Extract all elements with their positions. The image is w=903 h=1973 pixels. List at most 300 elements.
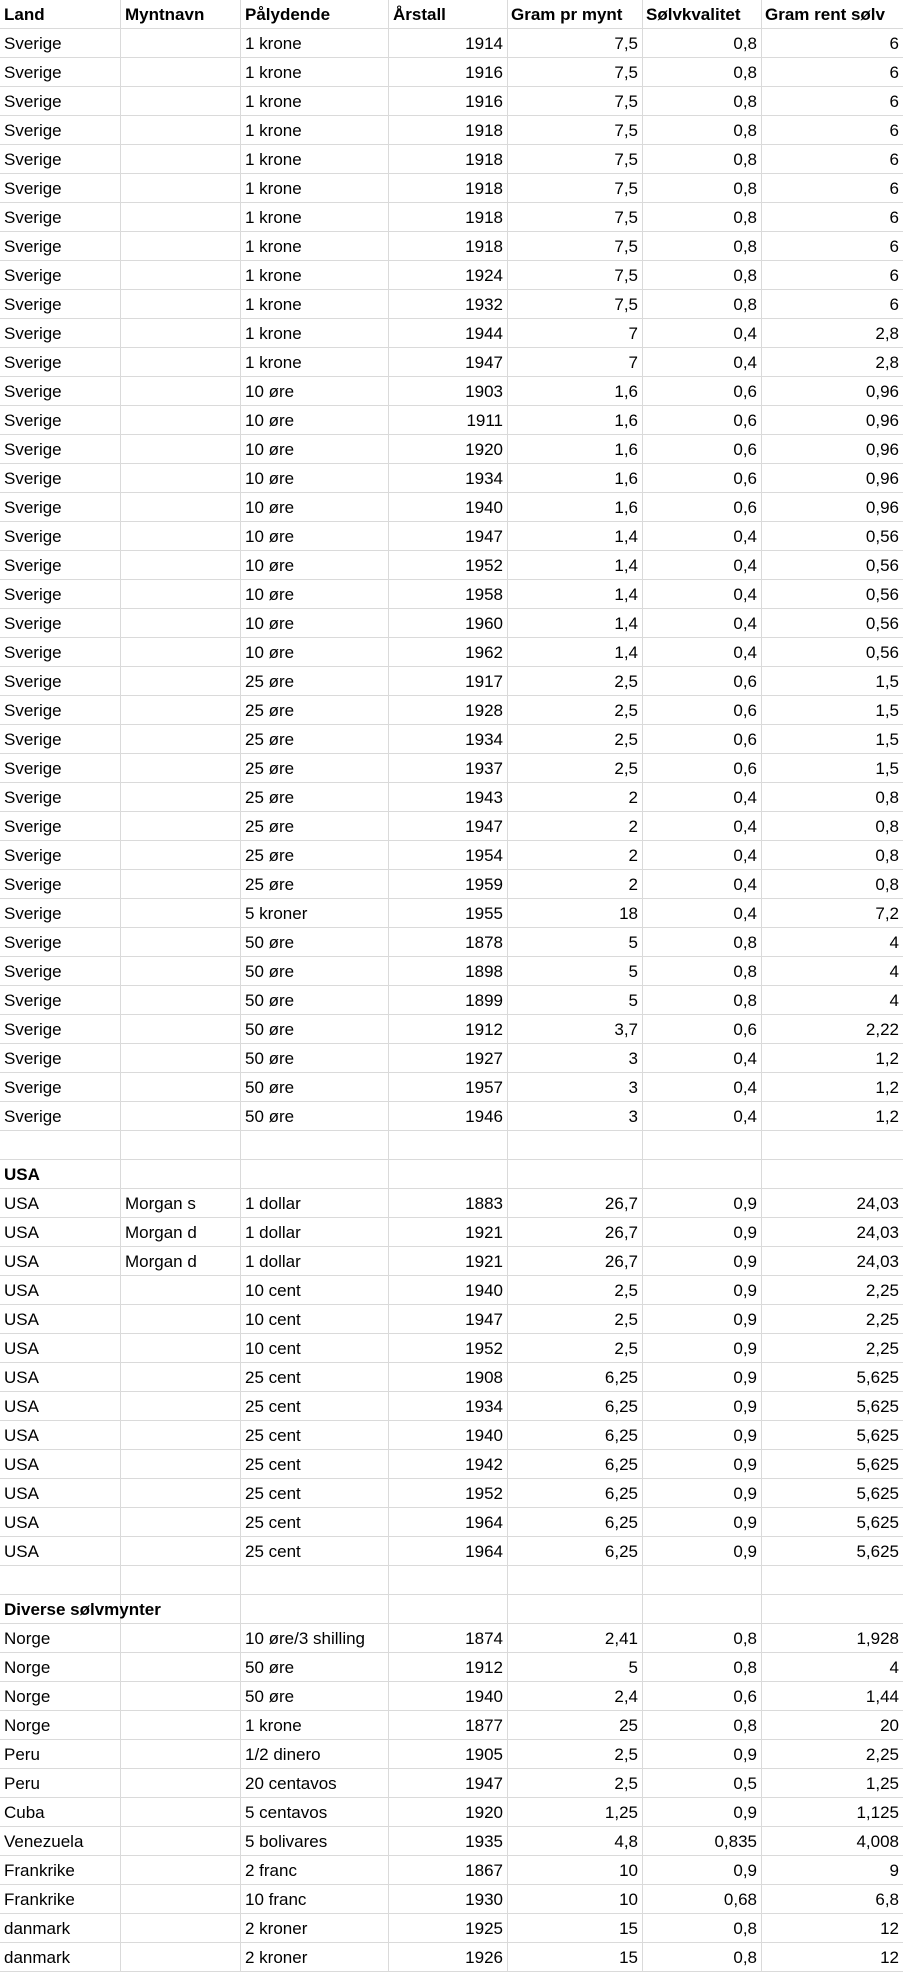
table-cell[interactable]: 0,4: [643, 1073, 762, 1101]
table-cell[interactable]: 0,6: [643, 1015, 762, 1043]
table-cell[interactable]: Sverige: [0, 870, 121, 898]
table-cell[interactable]: 0,8: [643, 957, 762, 985]
table-cell[interactable]: Norge: [0, 1653, 121, 1681]
table-cell[interactable]: 7,5: [508, 58, 643, 86]
table-cell[interactable]: 1 krone: [241, 29, 389, 57]
table-cell[interactable]: 25: [508, 1711, 643, 1739]
table-cell[interactable]: 1921: [389, 1247, 508, 1275]
table-cell[interactable]: 7,5: [508, 261, 643, 289]
table-cell[interactable]: 3,7: [508, 1015, 643, 1043]
table-cell[interactable]: 0,8: [875, 846, 899, 865]
table-cell[interactable]: 0,56: [865, 527, 899, 546]
table-cell[interactable]: 1,6: [508, 435, 643, 463]
table-cell[interactable]: 0,9: [643, 1740, 762, 1768]
table-cell[interactable]: [241, 1160, 389, 1188]
table-cell[interactable]: 10 øre: [241, 522, 389, 550]
table-cell[interactable]: 0,4: [643, 580, 762, 608]
table-cell[interactable]: 10 øre: [241, 609, 389, 637]
table-cell[interactable]: [121, 1798, 241, 1826]
table-cell[interactable]: Diverse sølvmynter: [0, 1595, 121, 1623]
table-cell[interactable]: 1,2: [875, 1107, 899, 1126]
table-cell[interactable]: 0,68: [643, 1885, 762, 1913]
table-cell[interactable]: 5 kroner: [241, 899, 389, 927]
table-cell[interactable]: 0,4: [643, 609, 762, 637]
table-cell[interactable]: 1 krone: [241, 87, 389, 115]
table-cell[interactable]: [389, 1595, 508, 1623]
table-cell[interactable]: 6,25: [508, 1508, 643, 1536]
table-cell[interactable]: 15: [508, 1943, 643, 1971]
table-cell[interactable]: 1 krone: [241, 174, 389, 202]
table-cell[interactable]: 0,6: [643, 696, 762, 724]
table-cell[interactable]: 6,25: [508, 1450, 643, 1478]
table-cell[interactable]: 0,8: [875, 788, 899, 807]
table-cell[interactable]: [121, 29, 241, 57]
table-cell[interactable]: [121, 609, 241, 637]
table-cell[interactable]: 25 cent: [241, 1508, 389, 1536]
table-cell[interactable]: 1952: [389, 551, 508, 579]
table-cell[interactable]: [121, 783, 241, 811]
table-cell[interactable]: [121, 1450, 241, 1478]
table-cell[interactable]: 50 øre: [241, 957, 389, 985]
table-cell[interactable]: Sverige: [0, 812, 121, 840]
table-cell[interactable]: Sverige: [0, 87, 121, 115]
table-cell[interactable]: 10 øre: [241, 406, 389, 434]
table-cell[interactable]: 6: [889, 295, 899, 314]
table-cell[interactable]: 25 øre: [241, 841, 389, 869]
table-cell[interactable]: USA: [0, 1363, 121, 1391]
table-cell[interactable]: 18: [508, 899, 643, 927]
table-cell[interactable]: 25 øre: [241, 696, 389, 724]
table-cell[interactable]: [121, 1653, 241, 1681]
table-cell[interactable]: 2,5: [508, 1769, 643, 1797]
table-cell[interactable]: 0,9: [643, 1276, 762, 1304]
table-cell[interactable]: [508, 1566, 643, 1594]
table-cell[interactable]: Sverige: [0, 1073, 121, 1101]
table-cell[interactable]: 0,9: [643, 1363, 762, 1391]
table-cell[interactable]: [121, 1943, 241, 1971]
table-cell[interactable]: 1 dollar: [241, 1218, 389, 1246]
table-cell[interactable]: Norge: [0, 1682, 121, 1710]
table-cell[interactable]: 4,8: [508, 1827, 643, 1855]
table-cell[interactable]: 1947: [389, 348, 508, 376]
table-cell[interactable]: 5: [508, 928, 643, 956]
table-cell[interactable]: 1964: [389, 1508, 508, 1536]
table-cell[interactable]: 6,8: [875, 1890, 899, 1909]
table-cell[interactable]: 0,4: [643, 348, 762, 376]
table-cell[interactable]: [121, 580, 241, 608]
table-cell[interactable]: [241, 1595, 389, 1623]
table-cell[interactable]: Peru: [0, 1769, 121, 1797]
table-cell[interactable]: 0,9: [643, 1305, 762, 1333]
table-cell[interactable]: Norge: [0, 1711, 121, 1739]
table-cell[interactable]: Sverige: [0, 464, 121, 492]
table-cell[interactable]: 25 cent: [241, 1363, 389, 1391]
table-cell[interactable]: 0,8: [643, 1943, 762, 1971]
table-cell[interactable]: 2,5: [508, 1334, 643, 1362]
table-cell[interactable]: 1 krone: [241, 58, 389, 86]
table-cell[interactable]: 1,6: [508, 464, 643, 492]
table-cell[interactable]: 1954: [389, 841, 508, 869]
table-cell[interactable]: 6: [889, 121, 899, 140]
table-cell[interactable]: Sverige: [0, 261, 121, 289]
table-cell[interactable]: 0,8: [643, 29, 762, 57]
table-cell[interactable]: 1947: [389, 1305, 508, 1333]
table-cell[interactable]: 1932: [389, 290, 508, 318]
table-cell[interactable]: 1918: [389, 116, 508, 144]
table-cell[interactable]: 2,25: [865, 1310, 899, 1329]
table-cell[interactable]: 1,5: [875, 701, 899, 720]
table-cell[interactable]: Sverige: [0, 174, 121, 202]
table-cell[interactable]: 50 øre: [241, 1682, 389, 1710]
table-cell[interactable]: USA: [0, 1450, 121, 1478]
table-cell[interactable]: 7: [508, 319, 643, 347]
table-cell[interactable]: 0,4: [643, 870, 762, 898]
table-cell[interactable]: 1908: [389, 1363, 508, 1391]
header-gram-pr-mynt[interactable]: Gram pr mynt: [508, 0, 643, 28]
table-cell[interactable]: 1934: [389, 725, 508, 753]
table-cell[interactable]: 25 cent: [241, 1421, 389, 1449]
table-cell[interactable]: 24,03: [856, 1223, 899, 1242]
table-cell[interactable]: 1918: [389, 174, 508, 202]
table-cell[interactable]: 5: [508, 1653, 643, 1681]
table-cell[interactable]: 1940: [389, 1421, 508, 1449]
table-cell[interactable]: 2,5: [508, 1276, 643, 1304]
table-cell[interactable]: 4: [889, 962, 899, 981]
table-cell[interactable]: 1 krone: [241, 348, 389, 376]
table-cell[interactable]: 1 dollar: [241, 1247, 389, 1275]
table-cell[interactable]: 1877: [389, 1711, 508, 1739]
header-palydende[interactable]: Pålydende: [241, 0, 389, 28]
table-cell[interactable]: [762, 1131, 903, 1159]
table-cell[interactable]: 1,5: [875, 730, 899, 749]
table-cell[interactable]: USA: [0, 1247, 121, 1275]
table-cell[interactable]: 2: [508, 870, 643, 898]
table-cell[interactable]: 25 øre: [241, 870, 389, 898]
table-cell[interactable]: USA: [0, 1508, 121, 1536]
table-cell[interactable]: Morgan s: [121, 1189, 241, 1217]
table-cell[interactable]: [121, 406, 241, 434]
table-cell[interactable]: 6,25: [508, 1363, 643, 1391]
table-cell[interactable]: 1,25: [508, 1798, 643, 1826]
table-cell[interactable]: [121, 1682, 241, 1710]
table-cell[interactable]: 2: [508, 783, 643, 811]
table-cell[interactable]: 2,22: [865, 1020, 899, 1039]
table-cell[interactable]: 1917: [389, 667, 508, 695]
table-cell[interactable]: 50 øre: [241, 1044, 389, 1072]
table-cell[interactable]: 50 øre: [241, 1073, 389, 1101]
table-cell[interactable]: 7,5: [508, 116, 643, 144]
table-cell[interactable]: 20: [880, 1716, 899, 1735]
header-land[interactable]: Land: [0, 0, 121, 28]
table-cell[interactable]: 3: [508, 1102, 643, 1130]
table-cell[interactable]: 1,5: [875, 672, 899, 691]
table-cell[interactable]: 1920: [389, 1798, 508, 1826]
table-cell[interactable]: 1,4: [508, 609, 643, 637]
table-cell[interactable]: 0,6: [643, 754, 762, 782]
table-cell[interactable]: 6: [889, 208, 899, 227]
table-cell[interactable]: [508, 1595, 643, 1623]
table-cell[interactable]: 0,9: [643, 1798, 762, 1826]
table-cell[interactable]: [121, 1711, 241, 1739]
table-cell[interactable]: [121, 957, 241, 985]
table-cell[interactable]: 7,5: [508, 232, 643, 260]
table-cell[interactable]: 7,5: [508, 203, 643, 231]
table-cell[interactable]: 0,96: [865, 382, 899, 401]
table-cell[interactable]: 0,9: [643, 1218, 762, 1246]
table-cell[interactable]: 1,6: [508, 493, 643, 521]
table-cell[interactable]: 1,44: [865, 1687, 899, 1706]
table-cell[interactable]: [121, 145, 241, 173]
table-cell[interactable]: 1940: [389, 1682, 508, 1710]
table-cell[interactable]: 2 kroner: [241, 1943, 389, 1971]
table-cell[interactable]: 1942: [389, 1450, 508, 1478]
table-cell[interactable]: 0,56: [865, 614, 899, 633]
table-cell[interactable]: [0, 1566, 121, 1594]
table-cell[interactable]: Sverige: [0, 1015, 121, 1043]
table-cell[interactable]: 0,4: [643, 841, 762, 869]
table-cell[interactable]: Sverige: [0, 928, 121, 956]
table-cell[interactable]: 1930: [389, 1885, 508, 1913]
table-cell[interactable]: [241, 1566, 389, 1594]
table-cell[interactable]: [643, 1595, 762, 1623]
table-cell[interactable]: Sverige: [0, 551, 121, 579]
table-cell[interactable]: Sverige: [0, 58, 121, 86]
table-cell[interactable]: 24,03: [856, 1194, 899, 1213]
table-cell[interactable]: 1940: [389, 493, 508, 521]
table-cell[interactable]: 1921: [389, 1218, 508, 1246]
table-cell[interactable]: 1935: [389, 1827, 508, 1855]
table-cell[interactable]: [121, 1856, 241, 1884]
table-cell[interactable]: 10 øre: [241, 435, 389, 463]
table-cell[interactable]: 0,8: [643, 290, 762, 318]
table-cell[interactable]: Sverige: [0, 348, 121, 376]
table-cell[interactable]: danmark: [0, 1914, 121, 1942]
table-cell[interactable]: 0,56: [865, 643, 899, 662]
table-cell[interactable]: [121, 1276, 241, 1304]
table-cell[interactable]: [121, 1537, 241, 1565]
table-cell[interactable]: Frankrike: [0, 1885, 121, 1913]
table-cell[interactable]: 10 øre: [241, 551, 389, 579]
table-cell[interactable]: 1944: [389, 319, 508, 347]
table-cell[interactable]: Sverige: [0, 319, 121, 347]
table-cell[interactable]: 0,8: [643, 58, 762, 86]
table-cell[interactable]: 1924: [389, 261, 508, 289]
header-solvkvalitet[interactable]: Sølvkvalitet: [643, 0, 762, 28]
table-cell[interactable]: 1,6: [508, 406, 643, 434]
table-cell[interactable]: 1947: [389, 522, 508, 550]
table-cell[interactable]: 2,4: [508, 1682, 643, 1710]
table-cell[interactable]: 0,6: [643, 406, 762, 434]
table-cell[interactable]: Morgan d: [121, 1218, 241, 1246]
table-cell[interactable]: 6: [889, 63, 899, 82]
table-cell[interactable]: 1874: [389, 1624, 508, 1652]
table-cell[interactable]: [121, 1044, 241, 1072]
table-cell[interactable]: 50 øre: [241, 986, 389, 1014]
table-cell[interactable]: [121, 1015, 241, 1043]
table-cell[interactable]: [121, 1595, 241, 1623]
table-cell[interactable]: 7,2: [875, 904, 899, 923]
table-cell[interactable]: 0,8: [875, 817, 899, 836]
table-cell[interactable]: [121, 232, 241, 260]
table-cell[interactable]: 25 cent: [241, 1537, 389, 1565]
table-cell[interactable]: [762, 1160, 903, 1188]
table-cell[interactable]: 4: [889, 933, 899, 952]
table-cell[interactable]: 10 cent: [241, 1334, 389, 1362]
table-cell[interactable]: 0,56: [865, 556, 899, 575]
table-cell[interactable]: 0,4: [643, 1044, 762, 1072]
table-cell[interactable]: 0,9: [643, 1856, 762, 1884]
header-gram-rent-solv[interactable]: Gram rent sølv: [765, 5, 885, 24]
table-cell[interactable]: 0,6: [643, 435, 762, 463]
table-cell[interactable]: 1964: [389, 1537, 508, 1565]
table-cell[interactable]: Morgan d: [121, 1247, 241, 1275]
table-cell[interactable]: 1,4: [508, 522, 643, 550]
table-cell[interactable]: USA: [0, 1160, 121, 1188]
table-cell[interactable]: [121, 696, 241, 724]
table-cell[interactable]: 1960: [389, 609, 508, 637]
table-cell[interactable]: 1,6: [508, 377, 643, 405]
table-cell[interactable]: 6,25: [508, 1479, 643, 1507]
table-cell[interactable]: 7: [508, 348, 643, 376]
table-cell[interactable]: Sverige: [0, 522, 121, 550]
table-cell[interactable]: 10 cent: [241, 1305, 389, 1333]
table-cell[interactable]: 0,8: [643, 203, 762, 231]
table-cell[interactable]: 10 øre: [241, 493, 389, 521]
table-cell[interactable]: 0,9: [643, 1392, 762, 1420]
table-cell[interactable]: 1943: [389, 783, 508, 811]
table-cell[interactable]: 25 øre: [241, 812, 389, 840]
table-cell[interactable]: 1898: [389, 957, 508, 985]
table-cell[interactable]: 5,625: [856, 1397, 899, 1416]
table-cell[interactable]: 2,5: [508, 667, 643, 695]
table-cell[interactable]: Frankrike: [0, 1856, 121, 1884]
table-cell[interactable]: 0,56: [865, 585, 899, 604]
table-cell[interactable]: 1937: [389, 754, 508, 782]
table-cell[interactable]: 1 krone: [241, 145, 389, 173]
table-cell[interactable]: 1883: [389, 1189, 508, 1217]
table-cell[interactable]: 1878: [389, 928, 508, 956]
table-cell[interactable]: 6: [889, 237, 899, 256]
table-cell[interactable]: [121, 290, 241, 318]
table-cell[interactable]: 25 øre: [241, 754, 389, 782]
table-cell[interactable]: 9: [889, 1861, 899, 1880]
table-cell[interactable]: 5,625: [856, 1542, 899, 1561]
table-cell[interactable]: 1899: [389, 986, 508, 1014]
table-cell[interactable]: 1/2 dinero: [241, 1740, 389, 1768]
table-cell[interactable]: [389, 1131, 508, 1159]
table-cell[interactable]: [0, 1131, 121, 1159]
table-cell[interactable]: [121, 667, 241, 695]
table-cell[interactable]: [121, 116, 241, 144]
table-cell[interactable]: USA: [0, 1334, 121, 1362]
table-cell[interactable]: 1940: [389, 1276, 508, 1304]
table-cell[interactable]: 1920: [389, 435, 508, 463]
table-cell[interactable]: 1,4: [508, 638, 643, 666]
table-cell[interactable]: [643, 1566, 762, 1594]
table-cell[interactable]: [121, 1624, 241, 1652]
table-cell[interactable]: [121, 203, 241, 231]
table-cell[interactable]: 3: [508, 1073, 643, 1101]
table-cell[interactable]: Sverige: [0, 609, 121, 637]
table-cell[interactable]: [643, 1131, 762, 1159]
table-cell[interactable]: 1867: [389, 1856, 508, 1884]
table-cell[interactable]: [121, 1885, 241, 1913]
table-cell[interactable]: 1,2: [875, 1049, 899, 1068]
table-cell[interactable]: 0,96: [865, 411, 899, 430]
table-cell[interactable]: [121, 348, 241, 376]
table-cell[interactable]: 1928: [389, 696, 508, 724]
table-cell[interactable]: 50 øre: [241, 1015, 389, 1043]
table-cell[interactable]: USA: [0, 1392, 121, 1420]
table-cell[interactable]: [508, 1131, 643, 1159]
table-cell[interactable]: 6,25: [508, 1421, 643, 1449]
table-cell[interactable]: [389, 1566, 508, 1594]
table-cell[interactable]: 1952: [389, 1334, 508, 1362]
table-cell[interactable]: 0,6: [643, 725, 762, 753]
table-cell[interactable]: 12: [880, 1919, 899, 1938]
table-cell[interactable]: 1 krone: [241, 261, 389, 289]
table-cell[interactable]: 4: [889, 1658, 899, 1677]
table-cell[interactable]: 0,9: [643, 1508, 762, 1536]
table-cell[interactable]: 0,6: [643, 1682, 762, 1710]
table-cell[interactable]: 1,4: [508, 551, 643, 579]
table-cell[interactable]: 1958: [389, 580, 508, 608]
table-cell[interactable]: 6,25: [508, 1537, 643, 1565]
table-cell[interactable]: 7,5: [508, 145, 643, 173]
table-cell[interactable]: [121, 1334, 241, 1362]
table-cell[interactable]: Sverige: [0, 116, 121, 144]
table-cell[interactable]: 10 øre: [241, 464, 389, 492]
table-cell[interactable]: USA: [0, 1276, 121, 1304]
table-cell[interactable]: 0,9: [643, 1247, 762, 1275]
table-cell[interactable]: 2,25: [865, 1745, 899, 1764]
table-cell[interactable]: 0,9: [643, 1421, 762, 1449]
table-cell[interactable]: 2,5: [508, 725, 643, 753]
table-cell[interactable]: 4,008: [856, 1832, 899, 1851]
table-cell[interactable]: 0,4: [643, 899, 762, 927]
table-cell[interactable]: Sverige: [0, 899, 121, 927]
table-cell[interactable]: 0,8: [643, 261, 762, 289]
table-cell[interactable]: [121, 319, 241, 347]
table-cell[interactable]: Sverige: [0, 580, 121, 608]
table-cell[interactable]: 1 krone: [241, 290, 389, 318]
table-cell[interactable]: Sverige: [0, 377, 121, 405]
table-cell[interactable]: 25 øre: [241, 783, 389, 811]
table-cell[interactable]: Sverige: [0, 493, 121, 521]
table-cell[interactable]: 10: [508, 1885, 643, 1913]
table-cell[interactable]: [121, 638, 241, 666]
table-cell[interactable]: [121, 899, 241, 927]
table-cell[interactable]: 5,625: [856, 1513, 899, 1532]
table-cell[interactable]: 20 centavos: [241, 1769, 389, 1797]
table-cell[interactable]: 15: [508, 1914, 643, 1942]
table-cell[interactable]: Sverige: [0, 232, 121, 260]
table-cell[interactable]: 0,8: [643, 174, 762, 202]
table-cell[interactable]: Sverige: [0, 725, 121, 753]
table-cell[interactable]: [121, 58, 241, 86]
table-cell[interactable]: 0,4: [643, 1102, 762, 1130]
table-cell[interactable]: 1955: [389, 899, 508, 927]
table-cell[interactable]: 0,8: [643, 928, 762, 956]
table-cell[interactable]: [121, 1827, 241, 1855]
table-cell[interactable]: Sverige: [0, 986, 121, 1014]
table-cell[interactable]: Sverige: [0, 1044, 121, 1072]
table-cell[interactable]: 7,5: [508, 174, 643, 202]
table-cell[interactable]: 2,8: [875, 324, 899, 343]
table-cell[interactable]: 10 øre: [241, 638, 389, 666]
table-cell[interactable]: 25 øre: [241, 667, 389, 695]
table-cell[interactable]: 6: [889, 179, 899, 198]
